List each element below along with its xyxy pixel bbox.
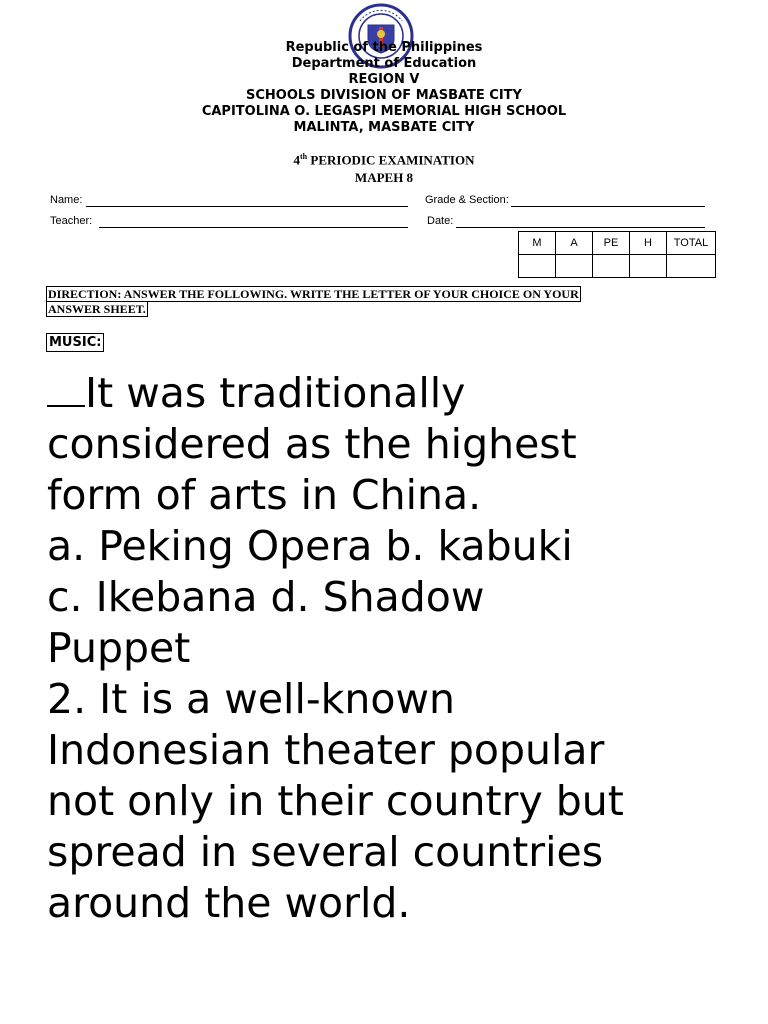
question-line: Indonesian theater popular: [47, 726, 605, 774]
section-label: MUSIC:: [46, 333, 104, 352]
question-text: [47, 368, 747, 929]
direction-line-2: ANSWER SHEET.: [48, 302, 146, 316]
header-department: Department of Education: [291, 56, 477, 71]
header-republic: Republic of the Philippines: [285, 40, 483, 55]
score-value-row: [519, 255, 716, 278]
exam-title-text: PERIODIC EXAMINATION: [307, 152, 475, 168]
exam-title: [0, 152, 768, 168]
direction-line-1: DIRECTION: ANSWER THE FOLLOWING. WRITE THE LETTER OF YOUR CHOICE ON YOUR: [48, 287, 579, 301]
question-line: spread in several countries: [47, 828, 604, 876]
header-division: SCHOOLS DIVISION OF MASBATE CITY: [246, 88, 522, 103]
exam-ordinal-suffix: th: [300, 152, 308, 161]
grade-section-label: Grade & Section:: [425, 194, 509, 206]
answer-blank[interactable]: [47, 369, 85, 407]
score-col-total: TOTAL: [667, 232, 716, 255]
date-field[interactable]: [456, 227, 705, 228]
date-label: Date:: [427, 215, 454, 227]
grade-section-field[interactable]: [511, 206, 705, 207]
score-cell-pe[interactable]: [593, 255, 630, 278]
question-line: It was traditionally: [47, 368, 747, 419]
score-col-h: H: [630, 232, 667, 255]
question-line: not only in their country but: [47, 777, 624, 825]
teacher-field[interactable]: [99, 227, 408, 228]
name-label: Name:: [50, 194, 83, 206]
choice-line: Puppet: [47, 624, 191, 672]
score-cell-a[interactable]: [556, 255, 593, 278]
exam-subject: MAPEH 8: [354, 170, 414, 185]
teacher-label: Teacher:: [50, 215, 93, 227]
choice-line: a. Peking Opera b. kabuki: [47, 522, 573, 570]
exam-ordinal: 4: [293, 152, 301, 168]
header-location: MALINTA, MASBATE CITY: [293, 120, 475, 135]
header-region: REGION V: [348, 72, 420, 87]
score-col-pe: PE: [593, 232, 630, 255]
header-school: CAPITOLINA O. LEGASPI MEMORIAL HIGH SCHOOL: [201, 104, 567, 119]
score-cell-m[interactable]: [519, 255, 556, 278]
direction-box: [46, 287, 671, 317]
score-table: [518, 231, 716, 278]
choice-line: c. Ikebana d. Shadow: [47, 573, 485, 621]
name-field[interactable]: [86, 206, 408, 207]
score-cell-h[interactable]: [630, 255, 667, 278]
question-line: around the world.: [47, 879, 411, 927]
score-col-m: M: [519, 232, 556, 255]
score-header-row: [519, 232, 716, 255]
score-cell-total[interactable]: [667, 255, 716, 278]
question-line: considered as the highest: [47, 420, 577, 468]
question-line: form of arts in China.: [47, 471, 482, 519]
question-line: 2. It is a well-known: [47, 675, 455, 723]
score-col-a: A: [556, 232, 593, 255]
